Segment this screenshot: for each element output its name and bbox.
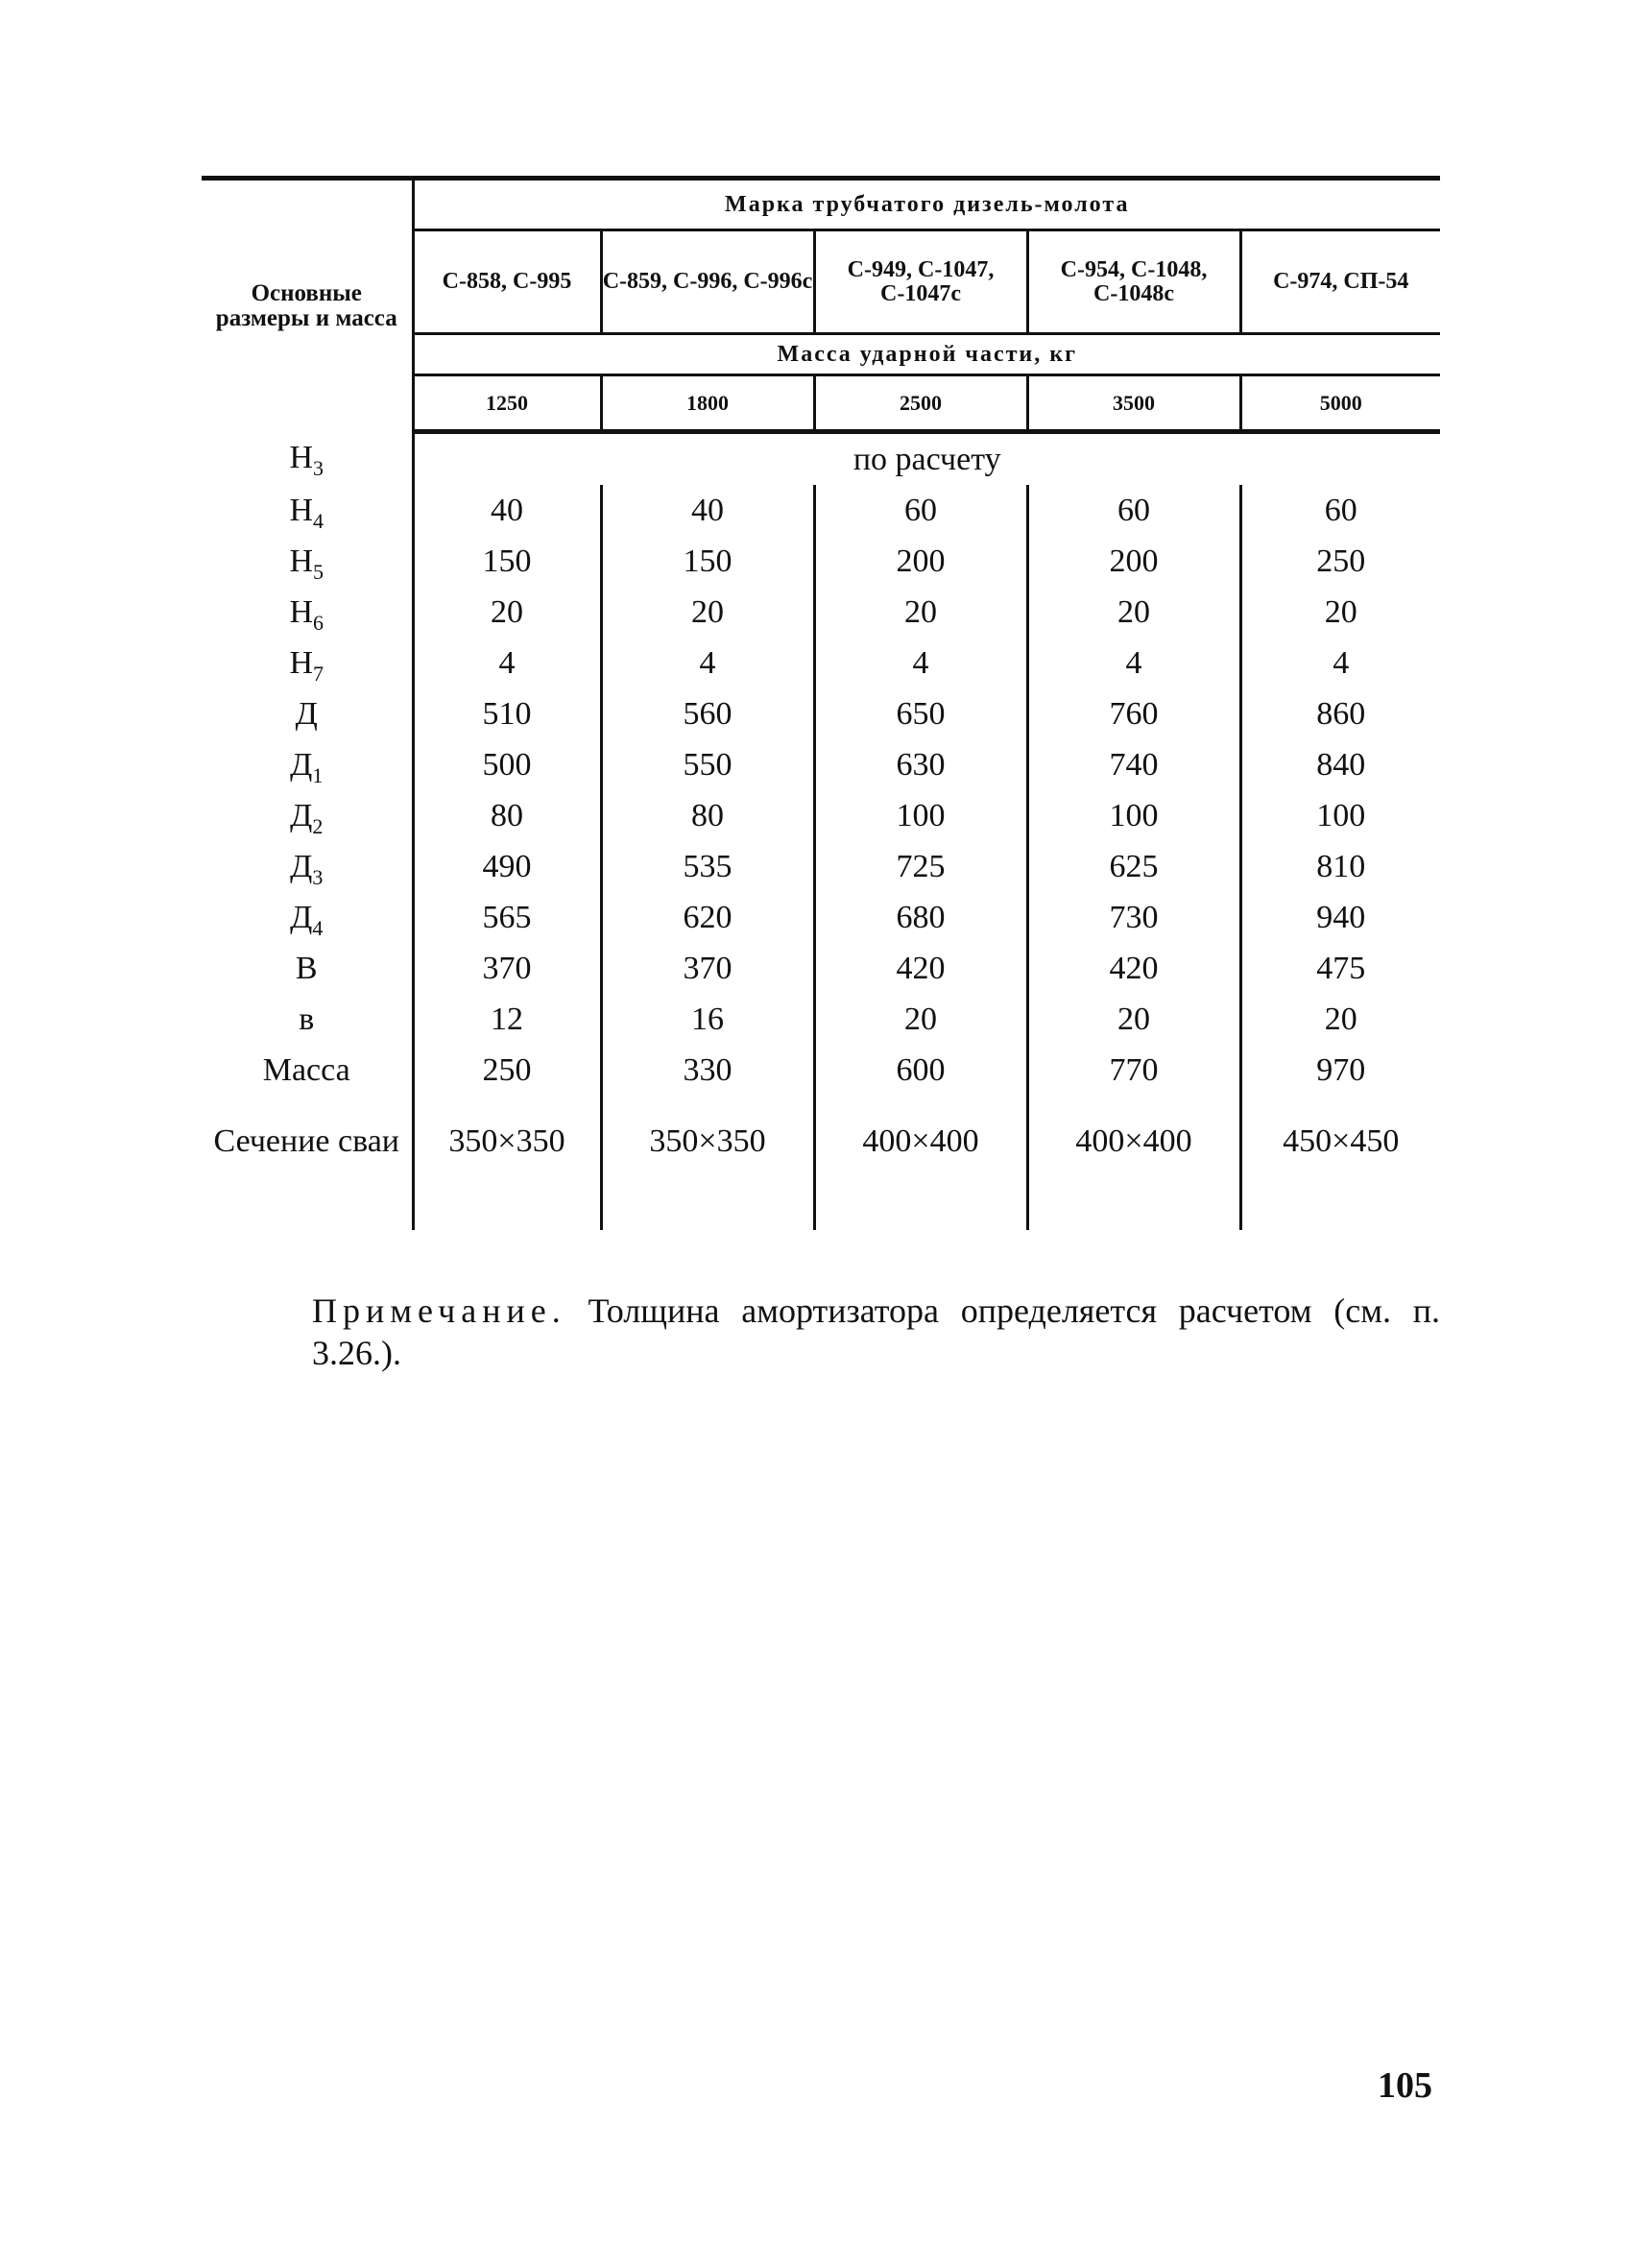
table-cell: 600 — [814, 1045, 1027, 1096]
table-cell: 12 — [413, 994, 601, 1045]
model-header-cell: С-949, С-1047, С-1047с — [814, 230, 1027, 334]
table-cell: 20 — [814, 994, 1027, 1045]
table-cell: 550 — [601, 739, 814, 790]
table-cell: 535 — [601, 841, 814, 892]
row-h3 — [202, 432, 1440, 486]
table-cell: 200 — [1027, 536, 1240, 587]
table-cell: 4 — [601, 638, 814, 688]
table-cell: 725 — [814, 841, 1027, 892]
table-row — [202, 943, 1440, 994]
table-cell: 510 — [413, 688, 601, 739]
section-cell: 450×450 — [1240, 1096, 1440, 1188]
table-cell: 420 — [814, 943, 1027, 994]
table-cell: 4 — [1027, 638, 1240, 688]
table-cell: 20 — [1027, 587, 1240, 638]
table-cell: 40 — [413, 485, 601, 536]
table-cell: 250 — [1240, 536, 1440, 587]
table-cell: 475 — [1240, 943, 1440, 994]
row-label: Масса — [262, 1051, 350, 1088]
section-cell: 400×400 — [1027, 1096, 1240, 1188]
table-cell: 20 — [413, 587, 601, 638]
table-cell: 370 — [601, 943, 814, 994]
mass-value-cell: 1250 — [413, 375, 601, 430]
table-cell: 20 — [1027, 994, 1240, 1045]
table-cell: 80 — [601, 790, 814, 841]
table-cell: 250 — [413, 1045, 601, 1096]
table-cell: 4 — [413, 638, 601, 688]
row-label: Д — [295, 695, 318, 732]
table-cell: 650 — [814, 688, 1027, 739]
table-cell: 16 — [601, 994, 814, 1045]
table-row — [202, 841, 1440, 892]
stub-header: Основные размеры и масса — [202, 179, 413, 432]
mass-value-cell: 2500 — [814, 375, 1027, 430]
mass-value-cell: 1800 — [601, 375, 814, 430]
table-cell: 80 — [413, 790, 601, 841]
row-section — [202, 1096, 1440, 1188]
table-cell: 740 — [1027, 739, 1240, 790]
table-note — [312, 1290, 1440, 1374]
table-cell: 60 — [1027, 485, 1240, 536]
row-label: в — [299, 1001, 315, 1037]
table-cell: 20 — [814, 587, 1027, 638]
table-row — [202, 892, 1440, 943]
table-cell: 100 — [814, 790, 1027, 841]
table-cell: 620 — [601, 892, 814, 943]
table-cell: 330 — [601, 1045, 814, 1096]
section-cell: 350×350 — [601, 1096, 814, 1188]
table-cell: 150 — [601, 536, 814, 587]
table-cell: 4 — [814, 638, 1027, 688]
table-cell: 730 — [1027, 892, 1240, 943]
h3-value: по расчету — [413, 432, 1440, 486]
section-cell: 400×400 — [814, 1096, 1027, 1188]
section-label: Сечение сваи — [213, 1123, 399, 1159]
table-cell: 20 — [1240, 994, 1440, 1045]
table-cell: 4 — [1240, 638, 1440, 688]
page-number: 105 — [1378, 2065, 1432, 2106]
table-row — [202, 1045, 1440, 1096]
brand-header: Марка трубчатого дизель-молота — [413, 179, 1440, 230]
model-header-cell: С-859, С-996, С-996с — [601, 230, 814, 334]
table-row — [202, 485, 1440, 536]
row-label: $H_4$ — [289, 492, 324, 533]
table-cell: 940 — [1240, 892, 1440, 943]
row-label: $H_3$ — [289, 440, 324, 481]
table-row — [202, 739, 1440, 790]
row-label: $Д_2$ — [290, 797, 324, 838]
table-row — [202, 688, 1440, 739]
table-cell: 60 — [814, 485, 1027, 536]
note-text: Толщина амортизатора определяется расчетом (см. п. 3.26.). — [312, 1291, 1440, 1372]
table-cell: 100 — [1027, 790, 1240, 841]
row-label: B — [295, 950, 318, 986]
table-cell: 565 — [413, 892, 601, 943]
row-label: $H_6$ — [289, 593, 324, 635]
table-row — [202, 587, 1440, 638]
table-cell: 60 — [1240, 485, 1440, 536]
model-header-cell: С-954, С-1048, С-1048с — [1027, 230, 1240, 334]
table-cell: 20 — [1240, 587, 1440, 638]
table-row — [202, 638, 1440, 688]
mass-header: Масса ударной части, кг — [413, 334, 1440, 375]
table-cell: 100 — [1240, 790, 1440, 841]
table-cell: 810 — [1240, 841, 1440, 892]
table-cell: 860 — [1240, 688, 1440, 739]
model-header-cell: С-974, СП-54 — [1240, 230, 1440, 334]
table-cell: 490 — [413, 841, 601, 892]
table-cell: 630 — [814, 739, 1027, 790]
mass-value-cell: 3500 — [1027, 375, 1240, 430]
table-row — [202, 790, 1440, 841]
model-header-cell: С-858, С-995 — [413, 230, 601, 334]
specification-table — [202, 176, 1440, 1230]
table-cell: 560 — [601, 688, 814, 739]
table-cell: 370 — [413, 943, 601, 994]
note-heading: Примечание. — [312, 1291, 566, 1330]
row-label: $Д_1$ — [290, 746, 324, 787]
section-cell: 350×350 — [413, 1096, 601, 1188]
table-cell: 40 — [601, 485, 814, 536]
table-cell: 200 — [814, 536, 1027, 587]
table-cell: 680 — [814, 892, 1027, 943]
row-label: $Д_4$ — [290, 899, 324, 940]
table-row — [202, 994, 1440, 1045]
table-cell: 770 — [1027, 1045, 1240, 1096]
table-cell: 970 — [1240, 1045, 1440, 1096]
table-cell: 625 — [1027, 841, 1240, 892]
row-label: $H_7$ — [289, 644, 324, 686]
table-row — [202, 536, 1440, 587]
table-cell: 420 — [1027, 943, 1240, 994]
row-label: $H_5$ — [289, 543, 324, 584]
table-cell: 20 — [601, 587, 814, 638]
table-cell: 150 — [413, 536, 601, 587]
table-cell: 760 — [1027, 688, 1240, 739]
row-label: $Д_3$ — [290, 848, 324, 889]
table-cell: 500 — [413, 739, 601, 790]
mass-value-cell: 5000 — [1240, 375, 1440, 430]
table-cell: 840 — [1240, 739, 1440, 790]
